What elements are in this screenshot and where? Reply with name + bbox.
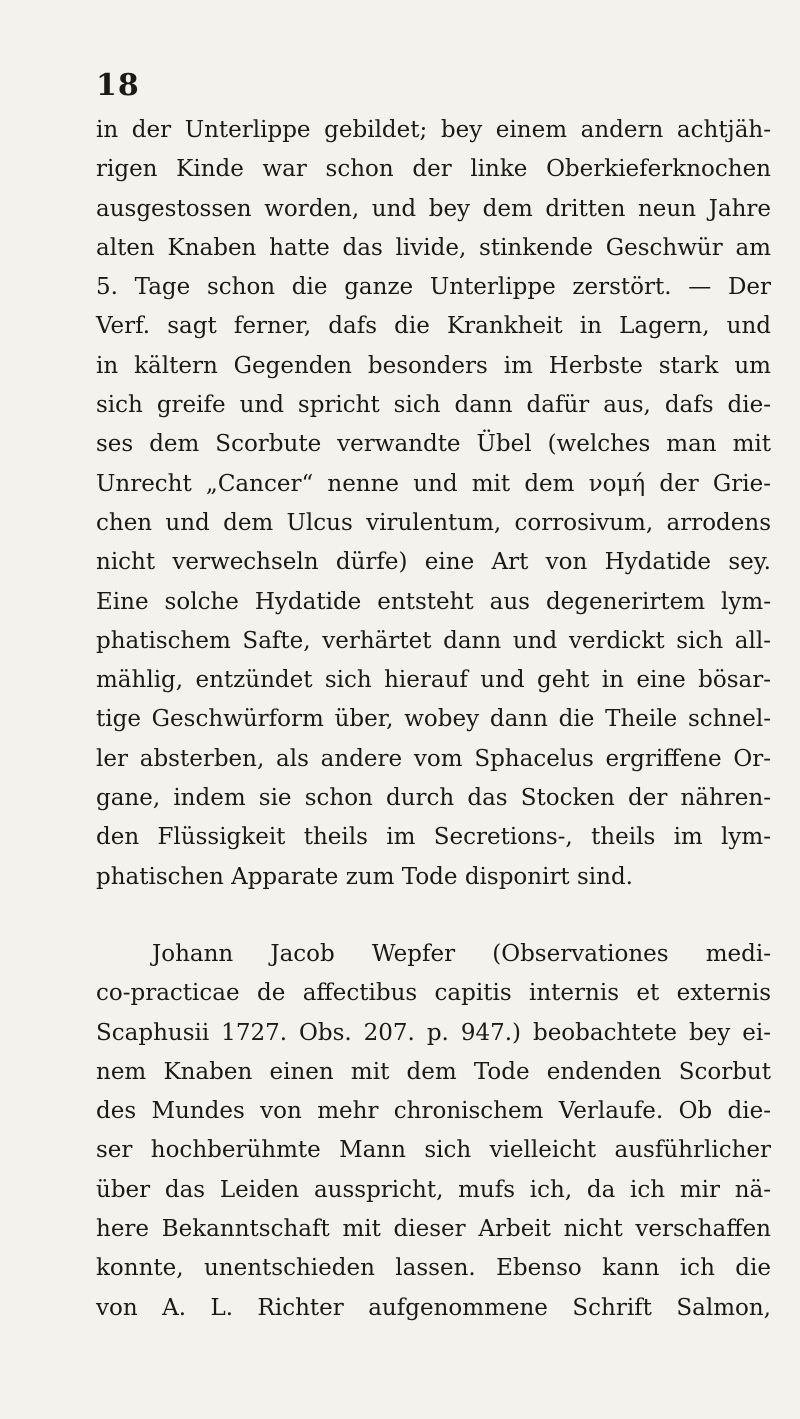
text-line: alten Knaben hatte das livide, stinkende Geschwür am (96, 234, 771, 261)
text-line: Scaphusii 1727. Obs. 207. p. 947.) beobachtete bey ei- (96, 1019, 771, 1046)
paragraph-gap (96, 897, 771, 935)
text-line: phatischen Apparate zum Tode disponirt sind. (96, 863, 633, 890)
text-line: ler absterben, als andere vom Sphacelus ergriffene Or- (96, 745, 771, 772)
text-line: sich greife und spricht sich dann dafür aus, dafs die- (96, 392, 771, 419)
text-line: von A. L. Richter aufgenommene Schrift Salmon, (96, 1294, 771, 1321)
text-line: über das Leiden ausspricht, mufs ich, da ich mir nä- (96, 1176, 771, 1203)
text-line: tige Geschwürform über, wobey dann die Theile schnel- (96, 706, 771, 733)
text-line: ses dem Scorbute verwandte Übel (welches man mit (96, 431, 771, 458)
paragraph-2 (96, 935, 771, 1328)
text-line: phatischem Safte, verhärtet dann und verdickt sich all- (96, 627, 771, 654)
page-number: 18 (96, 68, 140, 103)
text-line: here Bekanntschaft mit dieser Arbeit nicht verschaffen (96, 1216, 771, 1243)
text-line: gane, indem sie schon durch das Stocken der nähren- (96, 785, 771, 812)
text-line: mählig, entzündet sich hierauf und geht in eine bösar- (96, 667, 771, 694)
text-line: 5. Tage schon die ganze Unterlippe zerstört. — Der (96, 274, 771, 301)
text-line: Eine solche Hydatide entsteht aus degenerirtem lym- (96, 588, 771, 615)
text-line: ausgestossen worden, und bey dem dritten neun Jahre (96, 195, 771, 222)
text-line: nicht verwechseln dürfe) eine Art von Hydatide sey. (96, 549, 771, 576)
text-line: chen und dem Ulcus virulentum, corrosivum, arrodens (96, 509, 771, 536)
text-line: konnte, unentschieden lassen. Ebenso kann ich die (96, 1255, 771, 1282)
text-line: rigen Kinde war schon der linke Oberkieferknochen (96, 156, 771, 183)
text-line: ser hochberühmte Mann sich vielleicht ausführlicher (96, 1137, 771, 1164)
text-line: co-practicae de affectibus capitis internis et externis (96, 980, 771, 1007)
text-line: den Flüssigkeit theils im Secretions-, theils im lym- (96, 824, 771, 851)
text-line: in kältern Gegenden besonders im Herbste stark um (96, 352, 771, 379)
text-line: Verf. sagt ferner, dafs die Krankheit in Lagern, und (96, 313, 771, 340)
text-line: Johann Jacob Wepfer (Observationes medi- (152, 940, 771, 967)
paragraph-1 (96, 111, 771, 897)
text-line: in der Unterlippe gebildet; bey einem andern achtjäh- (96, 117, 771, 143)
body-text (96, 111, 771, 1328)
text-line: des Mundes von mehr chronischem Verlaufe. Ob die- (96, 1098, 771, 1125)
text-line: Unrecht „Cancer“ nenne und mit dem νομή der Grie- (96, 470, 771, 497)
text-line: nem Knaben einen mit dem Tode endenden Scorbut (96, 1058, 771, 1085)
